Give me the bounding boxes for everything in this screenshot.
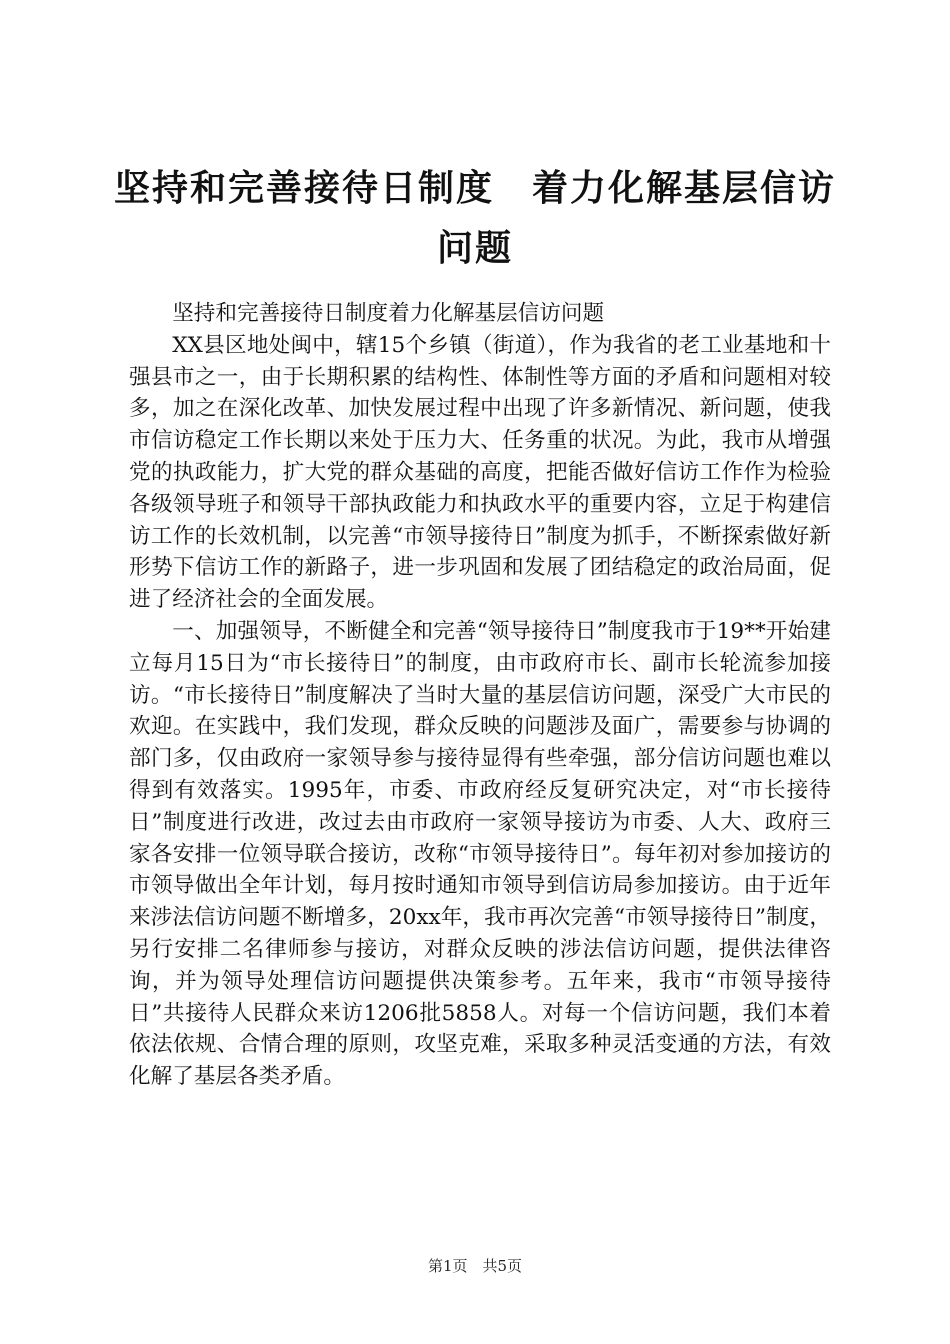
subtitle-paragraph: 坚持和完善接待日制度着力化解基层信访问题 [172,301,605,326]
page-footer: 第1页 共5页 [427,1257,523,1275]
intro-paragraph: XX县区地处闽中，辖15个乡镇（街道），作为我省的老工业基地和十强县市之一，由于长期积累的结构性、体制性等方面的矛盾和问题相对较多，加之在深化改革、加快发展过程中出现了许多新情况、新问题，使我市信访稳定工作长期以来处于压力大、任务重的状况。为此，我市从增强党的执政能力，扩大党的群众基础的高度，把能否做好信访工作作为检验各级领导班子和领导干部执政能力和执政水平的重要内容，立足于构建信访工作的长效机制，以完善“市领导接待日”制度为抓手，不断探索做好新形势下信访工作的新路子，进一步巩固和发展了团结稳定的政治局面，促进了经济社会的全面发展。 [129,332,831,613]
document-body [129,298,831,1093]
section-one-paragraph: 一、加强领导，不断健全和完善“领导接待日”制度我市于19**开始建立每月15日为“市长接待日”的制度，由市政府市长、副市长轮流参加接访。“市长接待日”制度解决了当时大量的基层信访问题，深受广大市民的欢迎。在实践中，我们发现，群众反映的问题涉及面广，需要参与协调的部门多，仅由政府一家领导参与接待显得有些牵强，部分信访问题也难以得到有效落实。1995年，市委、市政府经反复研究决定，对“市长接待日”制度进行改进，改过去由市政府一家领导接访为市委、人大、政府三家各安排一位领导联合接访，改称“市领导接待日”。每年初对参加接访的市领导做出全年计划，每月按时通知市领导到信访局参加接访。由于近年来涉法信访问题不断增多，20xx年，我市再次完善“市领导接待日”制度，另行安排二名律师参与接访，对群众反映的涉法信访问题，提供法律咨询，并为领导处理信访问题提供决策参考。五年来，我市“市领导接待日”共接待人民群众来访1206批5858人。对每一个信访问题，我们本着依法依规、合情合理的原则，攻坚克难，采取多种灵活变通的方法，有效化解了基层各类矛盾。 [129,618,831,1090]
document-title: 坚持和完善接待日制度 着力化解基层信访问题 [113,167,836,269]
